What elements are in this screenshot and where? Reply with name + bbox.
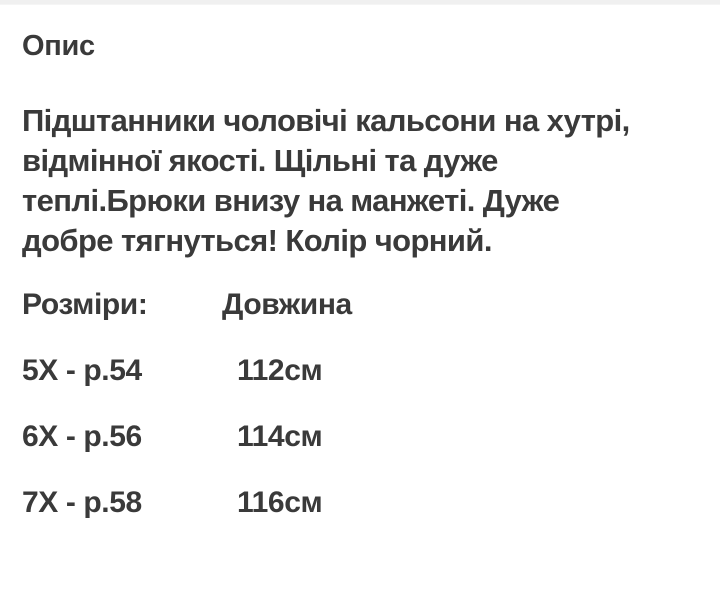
length-column-header: Довжина	[222, 288, 352, 321]
length-cell: 114см	[237, 420, 323, 453]
sizes-column-header: Розміри:	[22, 288, 148, 321]
description-line: добре тягнуться! Колір чорний.	[22, 223, 492, 258]
size-table-row	[22, 351, 698, 391]
description-content	[0, 5, 720, 523]
size-cell: 7X - р.58	[22, 486, 142, 519]
size-cell: 5X - р.54	[22, 354, 142, 387]
size-table	[22, 285, 698, 523]
description-line: відмінної якості. Щільні та дуже	[22, 143, 498, 178]
section-title: Опис	[22, 30, 95, 62]
description-line: Підштанники чоловічі кальсони на хутрі,	[22, 103, 630, 138]
length-cell: 116см	[237, 486, 323, 519]
description-line: теплі.Брюки внизу на манжеті. Дуже	[22, 183, 560, 218]
size-cell: 6X - р.56	[22, 420, 142, 453]
size-table-row	[22, 417, 698, 457]
length-cell: 112см	[237, 354, 323, 387]
size-table-header-row	[22, 285, 698, 325]
product-description-text	[22, 101, 698, 261]
size-table-row	[22, 483, 698, 523]
